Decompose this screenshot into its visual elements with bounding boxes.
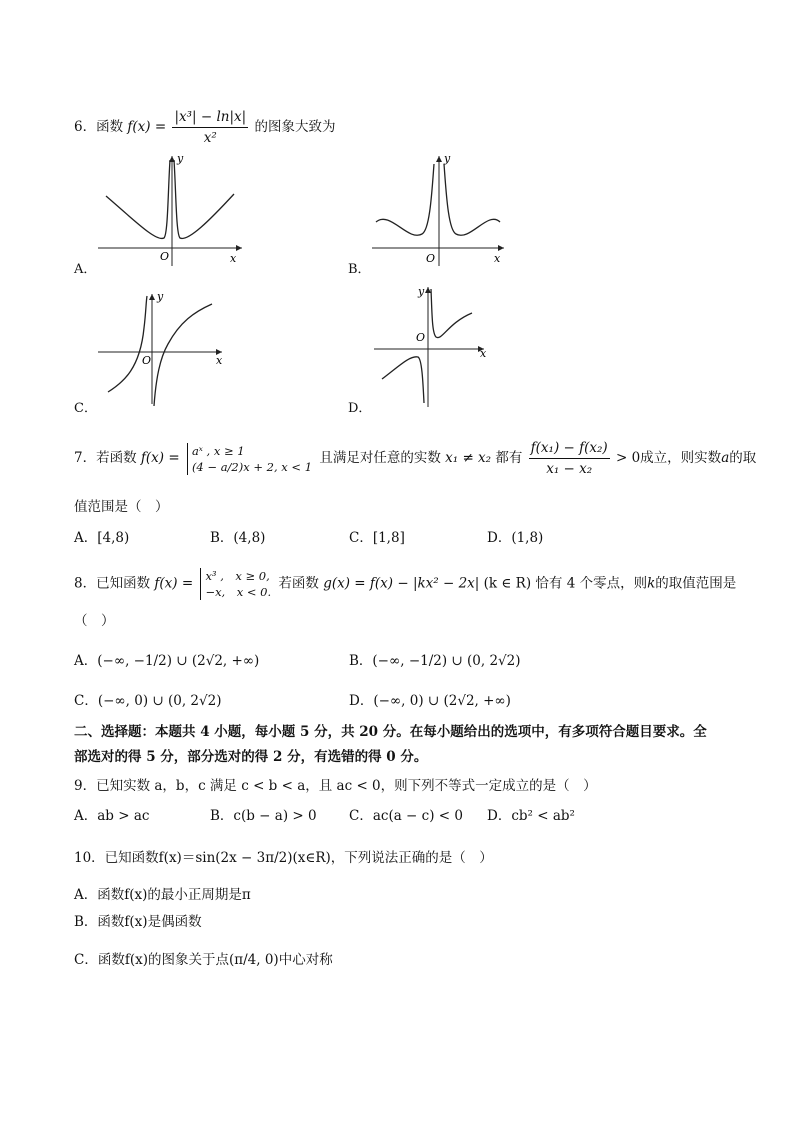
svg-text:x: x — [216, 354, 223, 367]
q6-opt-a-label: A． — [74, 262, 97, 277]
q6-tail: 的图象大致为 — [254, 119, 336, 135]
q6-label: 6．函数 — [74, 119, 124, 135]
q6-opt-d-label: D． — [348, 401, 372, 416]
q8-tail: 恰有 4 个零点，则 — [535, 575, 648, 592]
q7-label: 7．若函数 — [74, 450, 137, 466]
q8-label: 8．已知函数 — [74, 575, 151, 592]
svg-text:x: x — [230, 252, 237, 265]
q8-gx: g(x) = f(x) − |kx² − 2x| — [323, 575, 480, 592]
q8-opt-a: A．(−∞, −1/2) ∪ (2√2, +∞) — [74, 653, 260, 669]
q8-var: k — [647, 575, 656, 592]
q8-opt-b: B．(−∞, −1/2) ∪ (0, 2√2) — [349, 653, 521, 669]
q9-stem: 9．已知实数 a，b，c 满足 c < b < a，且 ac < 0，则下列不等式一定成立的是（ ） — [74, 778, 597, 794]
svg-text:O: O — [426, 252, 436, 265]
q7-line2: 值范围是（ ） — [74, 499, 169, 515]
q8-tail2: 的取值范围是 — [655, 575, 737, 592]
svg-text:y: y — [444, 152, 451, 165]
q6-opt-b-label: B． — [348, 262, 371, 277]
q6-graph-a — [94, 150, 254, 270]
svg-text:y: y — [157, 290, 164, 303]
q8-line2: （ ） — [74, 613, 115, 629]
svg-text:x: x — [480, 347, 487, 360]
q7-case1: aˣ , x ≥ 1 — [191, 443, 245, 458]
q7-stem — [74, 438, 756, 479]
q7-num: f(x₁) − f(x₂) — [529, 438, 610, 459]
q9-opt-d: D．cb² < ab² — [487, 808, 575, 824]
q6-graph-c — [94, 288, 234, 410]
svg-text:O: O — [142, 354, 152, 367]
q9-opt-c: C．ac(a − c) < 0 — [349, 808, 463, 824]
q8-case2: −x, x < 0. — [205, 585, 272, 599]
q8-opt-d: D．(−∞, 0) ∪ (2√2, +∞) — [349, 693, 511, 709]
q9-opt-b: B．c(b − a) > 0 — [210, 808, 317, 824]
svg-text:O: O — [160, 250, 170, 263]
q7-cond: x₁ ≠ x₂ — [445, 450, 492, 466]
q10-opt-b: B．函数f(x)是偶函数 — [74, 914, 202, 930]
svg-text:y: y — [418, 285, 425, 298]
q6-graph-b — [368, 150, 518, 270]
q8-stem — [74, 568, 736, 600]
q10-stem: 10．已知函数f(x)＝sin(2x − 3π/2)(x∈R)，下列说法正确的是（ ） — [74, 850, 493, 866]
q8-opt-c: C．(−∞, 0) ∪ (0, 2√2) — [74, 693, 222, 709]
q6-func: f(x) = — [127, 119, 167, 135]
q6-fraction — [172, 107, 248, 148]
q8-kr: (k ∈ R) — [483, 575, 532, 592]
q10-opt-a: A．函数f(x)的最小正周期是π — [74, 887, 251, 903]
section2-line2: 部选对的得 5 分，部分选对的得 2 分，有选错的得 0 分。 — [74, 749, 428, 765]
q10-opt-c: C．函数f(x)的图象关于点(π/4, 0)中心对称 — [74, 952, 333, 968]
svg-text:O: O — [416, 331, 426, 344]
q7-fraction — [529, 438, 610, 479]
q7-den: x₁ − x₂ — [546, 461, 593, 477]
q7-mid: 且满足对任意的实数 — [319, 450, 441, 466]
q6-stem — [74, 107, 335, 148]
q7-var: a — [721, 450, 730, 466]
q7-opt-c: C．[1,8] — [349, 530, 405, 546]
svg-text:x: x — [494, 252, 501, 265]
q8-piecewise — [200, 568, 271, 600]
q8-func: f(x) = — [154, 575, 194, 592]
section2-line1: 二、选择题：本题共 4 小题，每小题 5 分，共 20 分。在每小题给出的选项中，有多项符合题目要求。全 — [74, 724, 707, 740]
q7-opt-a: A．[4,8) — [74, 530, 130, 546]
q6-den: x² — [203, 130, 217, 146]
q6-opt-c-label: C． — [74, 401, 97, 416]
q7-opt-b: B．(4,8) — [210, 530, 266, 546]
q7-case2: (4 − a/2)x + 2, x < 1 — [191, 459, 313, 474]
q7-func: f(x) = — [140, 450, 180, 466]
q7-tail2: 的取 — [729, 450, 757, 466]
q9-opt-a: A．ab > ac — [74, 808, 150, 824]
q7-opt-d: D．(1,8) — [487, 530, 544, 546]
q8-mid: 若函数 — [278, 575, 319, 592]
q6-num: |x³| − ln|x| — [172, 107, 248, 128]
q7-tail: > 0成立，则实数 — [615, 450, 722, 466]
q7-mid2: 都有 — [495, 450, 523, 466]
svg-text:y: y — [177, 152, 184, 165]
q7-piecewise — [187, 443, 312, 475]
q6-graph-d — [368, 283, 498, 411]
q8-case1: x³ , x ≥ 0, — [205, 569, 270, 583]
